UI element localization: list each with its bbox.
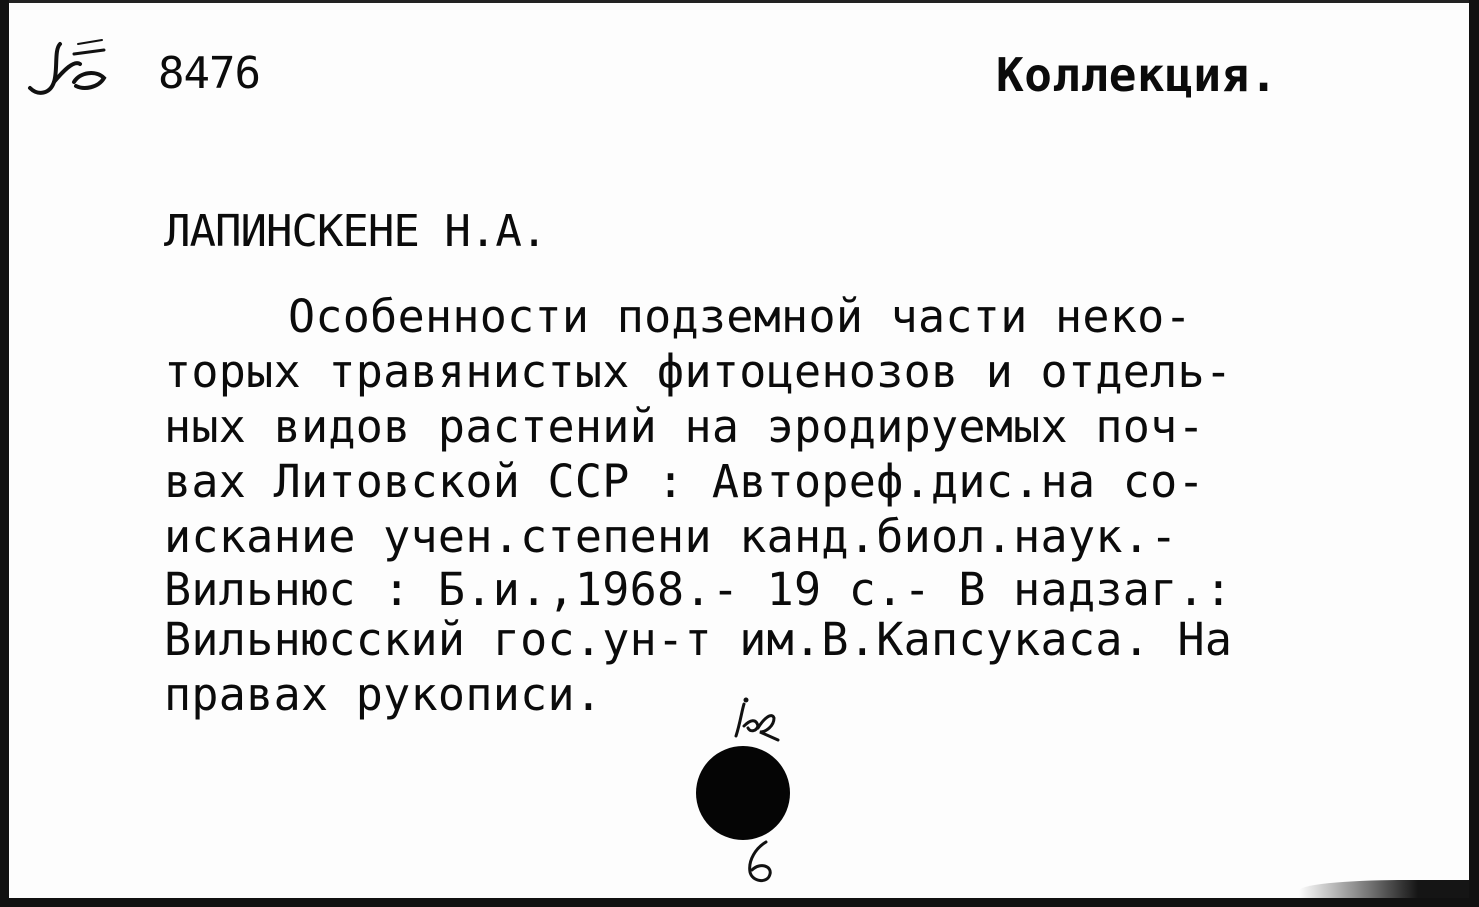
punched-hole <box>696 746 790 840</box>
body-line: Вильнюсский гос.ун-т им.В.Капсукаса. На <box>164 613 1233 666</box>
body-line: ных видов растений на эродируемых поч- <box>164 400 1205 453</box>
author-heading: ЛАПИНСКЕНЕ Н.А. <box>164 206 547 257</box>
scan-edge-shadow <box>1299 880 1469 898</box>
collection-label: Коллекция. <box>996 48 1278 102</box>
handwritten-mark <box>730 696 782 748</box>
scan-edge-top <box>0 0 1479 3</box>
scan-edge-left <box>0 0 9 907</box>
body-line: Особенности подземной части неко- <box>288 290 1192 343</box>
body-line: торых травянистых фитоценозов и отдель- <box>164 345 1233 398</box>
body-line: искание учен.степени канд.биол.наук.- <box>164 510 1178 563</box>
body-line: правах рукописи. <box>164 668 603 721</box>
scan-edge-right <box>1469 0 1479 907</box>
handwritten-digit <box>740 838 780 888</box>
scan-edge-bottom <box>0 898 1479 907</box>
body-line: Вильнюс : Б.и.,1968.- 19 с.- В надзаг.: <box>164 563 1233 616</box>
card-number: 8476 <box>158 48 260 99</box>
body-line: вах Литовской ССР : Автореф.дис.на со- <box>164 455 1205 508</box>
number-sign-mark <box>24 30 108 102</box>
